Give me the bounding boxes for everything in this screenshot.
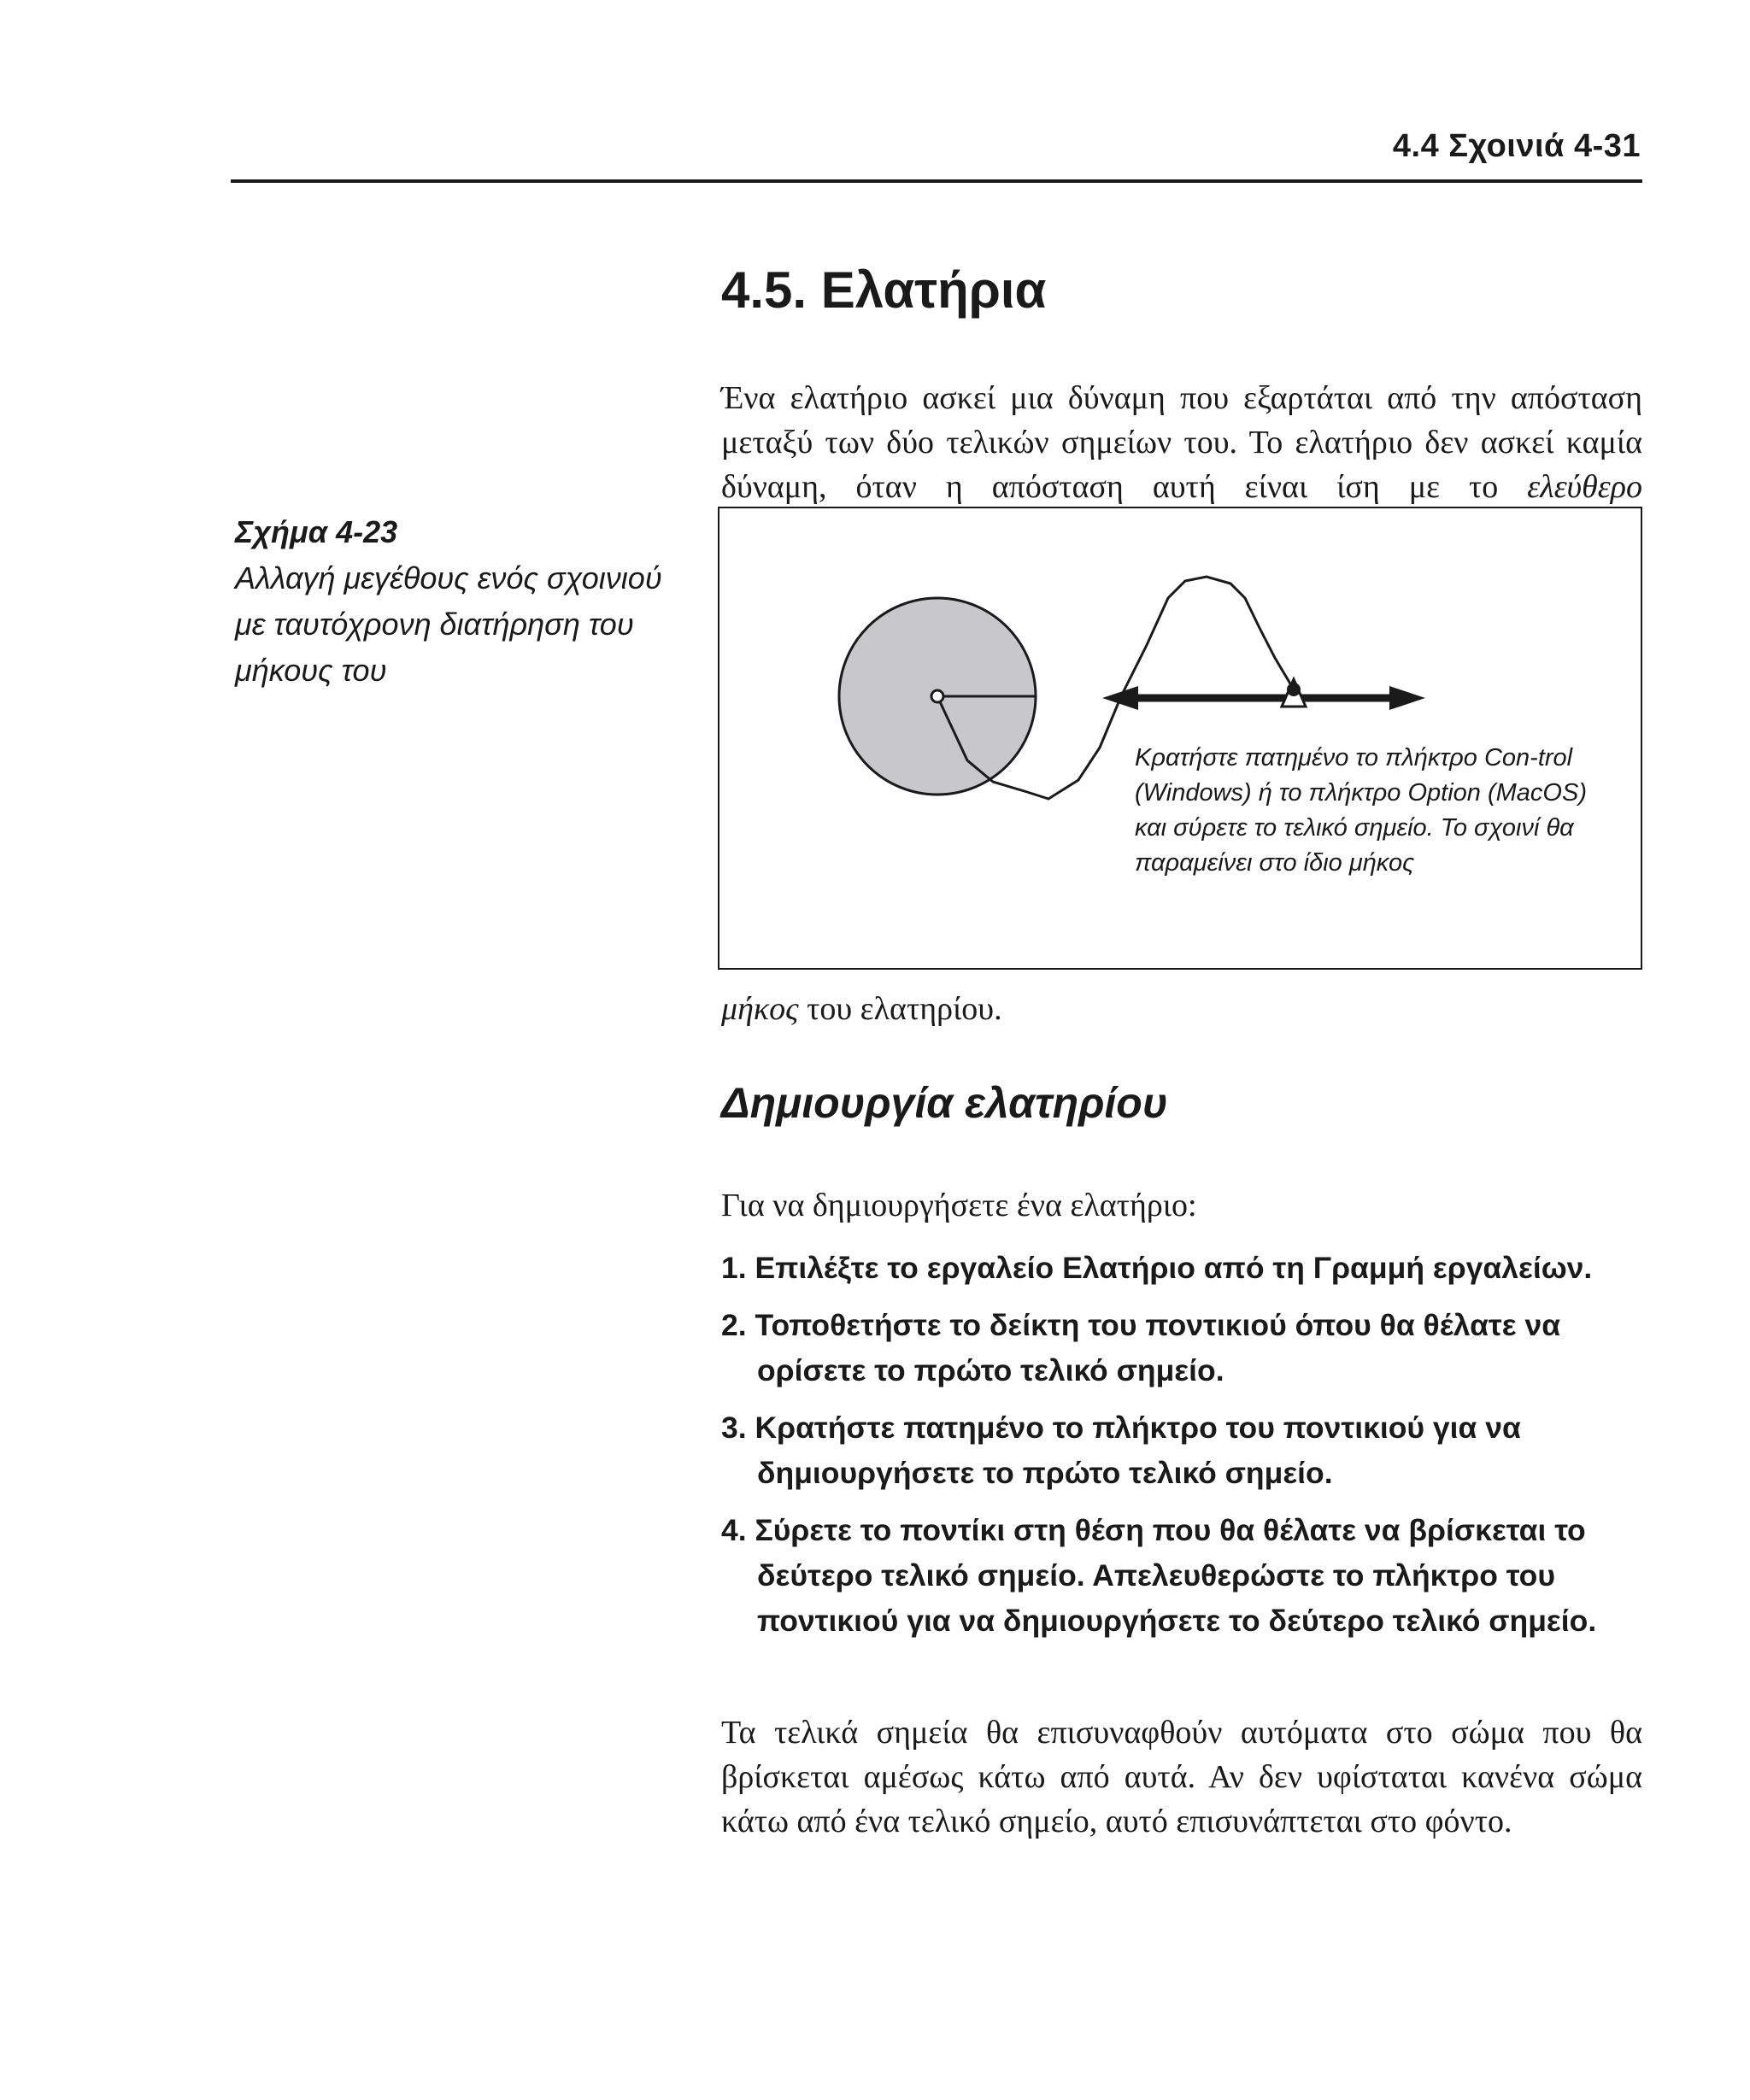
intro-text: Ένα ελατήριο ασκεί μια δύναμη που εξαρτάται από την απόσταση μεταξύ των δύο τελικών σημείων του. Το ελατήριο δεν ασκεί καμία δύναμη, όταν η απόσταση αυτή είναι ίση με το: [721, 380, 1642, 505]
endpoint-handle-icon[interactable]: [1282, 679, 1306, 707]
intro-cont-text: του ελατηρίου.: [798, 991, 1002, 1027]
figure-caption: [235, 509, 662, 694]
figure-box: [718, 507, 1642, 970]
running-header: 4.4 Σχοινιά 4-31: [1392, 128, 1641, 164]
lead-in-text: Για να δημιουργήσετε ένα ελατήριο:: [721, 1188, 1197, 1223]
intro-cont-emphasis: μήκος: [721, 991, 799, 1027]
drag-right-arrow-icon: [1301, 686, 1425, 710]
step-item: 2. Τοποθετήστε το δείκτη του ποντικιού όπου θα θέλατε να ορίσετε το πρώτο τελικό σημείο.: [721, 1308, 1561, 1387]
figure-caption-number: Σχήμα 4-23: [235, 514, 398, 549]
step-item: 1. Επιλέξτε το εργαλείο Ελατήριο από τη Γραμμή εργαλείων.: [721, 1251, 1593, 1285]
step-item: 4. Σύρετε το ποντίκι στη θέση που θα θέλατε να βρίσκεται το δεύτερο τελικό σημείο. Απελευθερώστε το πλήκτρο του ποντικιού για να δημιουργήσετε το δεύτερο τελικό σημείο.: [721, 1513, 1597, 1638]
figure-illustration: [719, 508, 1641, 968]
drag-left-arrow-icon: [1102, 686, 1288, 710]
section-title: 4.5. Ελατήρια: [721, 261, 1047, 319]
figure-caption-text: Αλλαγή μεγέθους ενός σχοινιού με ταυτόχρονη διατήρηση του μήκους του: [235, 560, 662, 688]
subsection-title: Δημιουργία ελατηρίου: [721, 1079, 1168, 1127]
intro-paragraph: [721, 376, 1642, 509]
figure-note: Κρατήστε πατημένο το πλήκτρο Con-trol (Windows) ή το πλήκτρο Option (MacOS) και σύρετε το τελικό σημείο. Το σχοινί θα παραμείνει στο ίδιο μήκος: [1135, 744, 1587, 877]
disk-anchor-point: [931, 690, 943, 702]
header-rule: [231, 179, 1642, 183]
step-item: 3. Κρατήστε πατημένο το πλήκτρο του ποντικιού για να δημιουργήσετε το πρώτο τελικό σημείο.: [721, 1411, 1521, 1490]
steps-list: [721, 1246, 1642, 1656]
closing-paragraph: Τα τελικά σημεία θα επισυναφθούν αυτόματα στο σώμα που θα βρίσκεται αμέσως κάτω από αυτά. Αν δεν υφίσταται κανένα σώμα κάτω από ένα τελικό σημείο, αυτό επισυνάπτεται στο φόντο.: [721, 1715, 1642, 1839]
intro-continuation: [721, 987, 1642, 1031]
intro-emphasis: ελεύθερο: [1527, 469, 1642, 505]
